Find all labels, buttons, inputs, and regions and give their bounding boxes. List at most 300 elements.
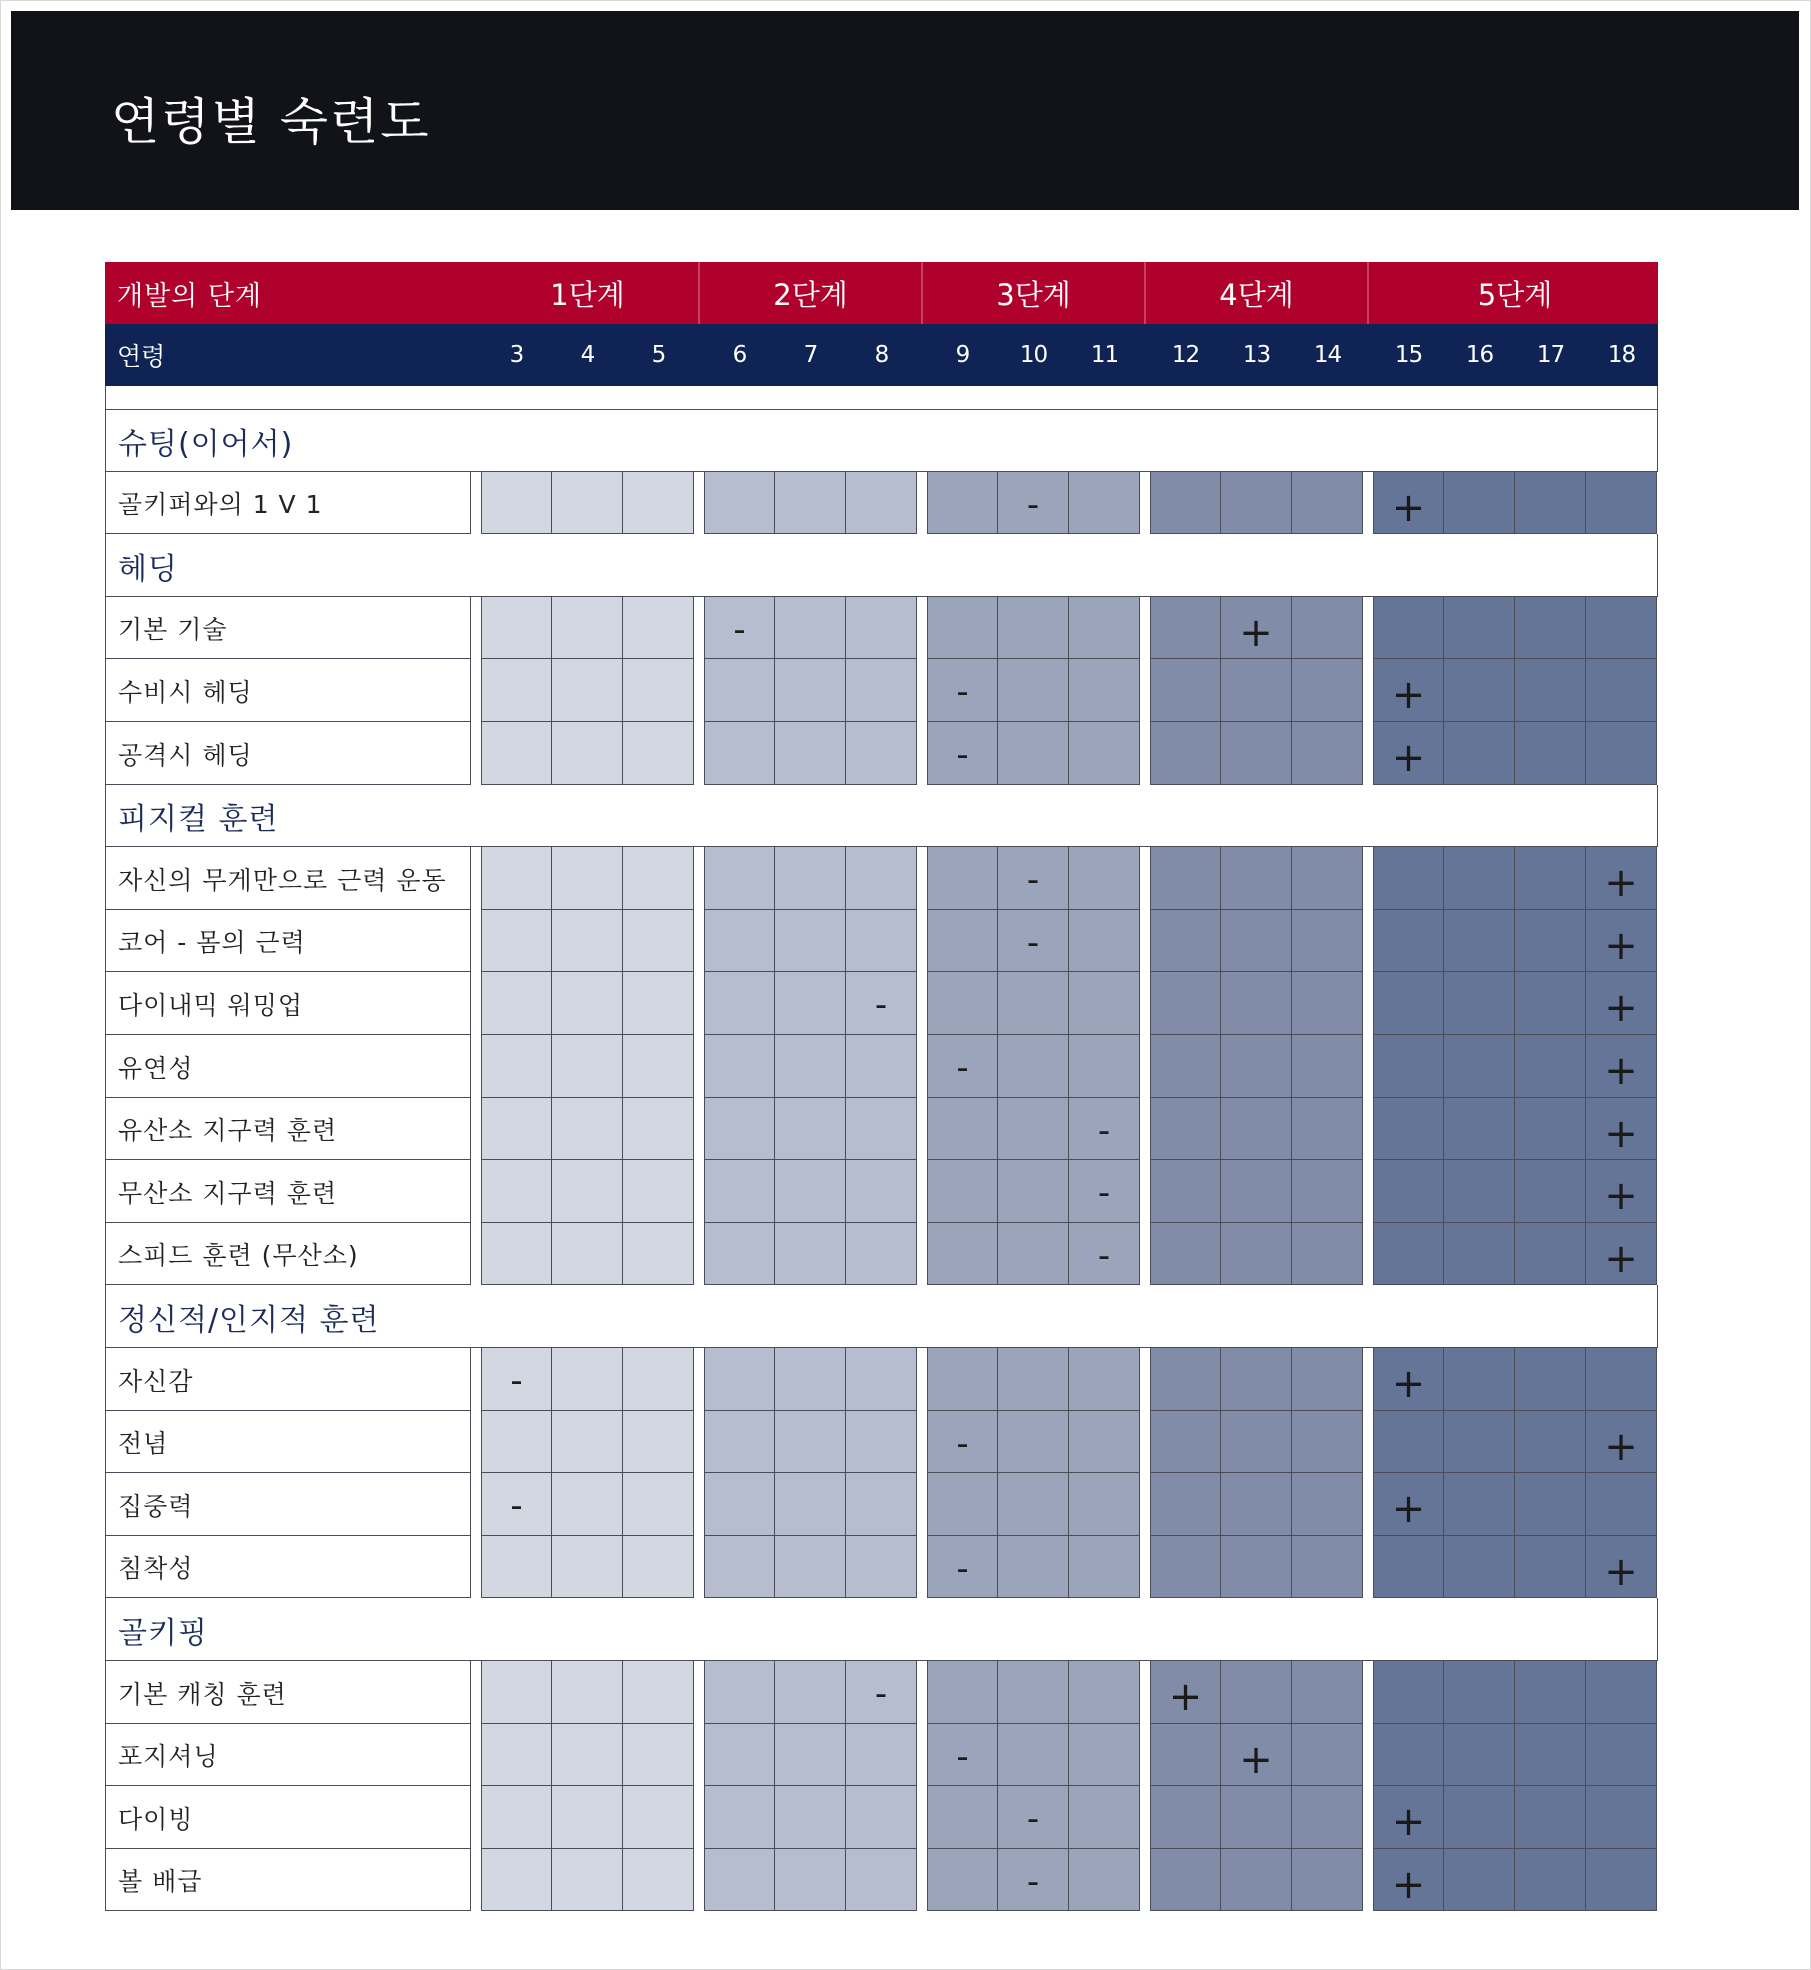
grid-cell — [998, 722, 1069, 785]
grid-cell — [1221, 1724, 1292, 1786]
grid-cell — [623, 1849, 694, 1911]
grid-cell — [775, 1849, 846, 1911]
age-label: 11 — [1090, 342, 1119, 368]
plus-mark: + — [1604, 1110, 1638, 1157]
grid-cell — [846, 1536, 917, 1598]
grid-cell — [1221, 1098, 1292, 1160]
grid-cell — [1069, 659, 1140, 722]
grid-cell — [927, 597, 998, 659]
grid-cell — [1221, 1661, 1292, 1724]
age-label: 14 — [1313, 342, 1342, 368]
grid-cell — [1221, 659, 1292, 722]
age-label: 10 — [1019, 342, 1048, 368]
grid-cell — [998, 1536, 1069, 1598]
grid-cell — [846, 910, 917, 972]
age-label: 12 — [1171, 342, 1200, 368]
grid-cell — [552, 1348, 623, 1411]
age-label: 16 — [1465, 342, 1494, 368]
grid-cell — [623, 597, 694, 659]
grid-cell — [1444, 1348, 1515, 1411]
grid-cell — [998, 472, 1069, 534]
spacer-row — [1657, 386, 1658, 409]
grid-cell — [623, 1035, 694, 1098]
grid-cell — [704, 1473, 775, 1536]
plus-mark: + — [1239, 1736, 1273, 1783]
item-label: 수비시 헤딩 — [118, 677, 253, 707]
grid-cell — [552, 972, 623, 1035]
grid-cell — [775, 1411, 846, 1473]
grid-cell — [775, 972, 846, 1035]
grid-cell — [927, 1724, 998, 1786]
grid-cell — [1150, 972, 1221, 1035]
grid-cell — [552, 1473, 623, 1536]
grid-cell — [1586, 1849, 1657, 1911]
grid-cell — [1444, 1223, 1515, 1285]
grid-cell — [481, 1223, 552, 1285]
minus-mark: - — [1026, 860, 1040, 900]
grid-cell — [1292, 1536, 1363, 1598]
grid-cell — [1069, 597, 1140, 659]
grid-cell — [623, 1098, 694, 1160]
plus-mark: + — [1239, 609, 1273, 656]
grid-cell — [1515, 1160, 1586, 1223]
grid-cell — [623, 472, 694, 534]
grid-cell — [927, 847, 998, 910]
grid-cell — [1150, 1849, 1221, 1911]
grid-cell — [481, 847, 552, 910]
category-heading: 슈팅(이어서) — [118, 426, 294, 462]
grid-cell — [775, 1473, 846, 1536]
grid-cell — [1292, 910, 1363, 972]
grid-cell — [1373, 1035, 1444, 1098]
grid-cell — [1292, 722, 1363, 785]
item-label: 유산소 지구력 훈련 — [118, 1116, 338, 1145]
grid-cell — [623, 1348, 694, 1411]
grid-cell — [552, 472, 623, 534]
grid-cell — [1586, 1536, 1657, 1598]
plus-mark: + — [1391, 1799, 1426, 1845]
page-title: 연령별 숙련도 — [111, 93, 431, 151]
plus-mark: + — [1604, 1548, 1638, 1595]
grid-cell — [775, 1348, 846, 1411]
grid-cell — [1515, 1411, 1586, 1473]
grid-cell — [1150, 1223, 1221, 1285]
grid-cell — [481, 1786, 552, 1849]
grid-cell — [846, 472, 917, 534]
item-label: 볼 배급 — [118, 1867, 203, 1896]
grid-cell — [1586, 597, 1657, 659]
plus-mark: + — [1391, 1361, 1426, 1407]
stage-label: 1단계 — [550, 277, 625, 312]
grid-cell — [552, 1724, 623, 1786]
grid-cell — [1586, 1786, 1657, 1849]
grid-cell — [927, 1849, 998, 1911]
grid-cell — [927, 1411, 998, 1473]
grid-cell — [1292, 472, 1363, 534]
grid-cell — [1069, 847, 1140, 910]
grid-cell — [1586, 847, 1657, 910]
grid-cell — [481, 1661, 552, 1724]
grid-cell — [998, 1348, 1069, 1411]
grid-cell — [1069, 972, 1140, 1035]
grid-cell — [1444, 472, 1515, 534]
grid-cell — [1444, 597, 1515, 659]
grid-cell — [552, 1849, 623, 1911]
grid-cell — [1444, 1661, 1515, 1724]
grid-cell — [1373, 1098, 1444, 1160]
minus-mark: - — [1026, 922, 1040, 963]
grid-cell — [1515, 1348, 1586, 1411]
grid-cell — [704, 847, 775, 910]
grid-cell — [1292, 1849, 1363, 1911]
item-label: 집중력 — [118, 1491, 194, 1521]
grid-cell — [1373, 1411, 1444, 1473]
minus-mark: - — [1097, 1110, 1111, 1151]
grid-cell — [623, 972, 694, 1035]
grid-cell — [704, 722, 775, 785]
age-label: 3 — [509, 342, 524, 368]
grid-cell — [623, 847, 694, 910]
grid-cell — [1150, 722, 1221, 785]
grid-cell — [1373, 1223, 1444, 1285]
category-heading: 피지컬 훈련 — [118, 802, 279, 837]
grid-cell — [704, 597, 775, 659]
grid-cell — [481, 1098, 552, 1160]
minus-mark: - — [956, 735, 969, 775]
grid-cell — [1069, 1348, 1140, 1411]
grid-cell — [1586, 1411, 1657, 1473]
grid-cell — [927, 1661, 998, 1724]
grid-cell — [846, 1786, 917, 1849]
minus-mark: - — [874, 985, 888, 1025]
grid-cell — [1221, 1411, 1292, 1473]
grid-cell — [1515, 1098, 1586, 1160]
grid-cell — [1150, 1536, 1221, 1598]
grid-cell — [846, 1223, 917, 1285]
item-label: 스피드 훈련 (무산소) — [118, 1241, 359, 1270]
grid-cell — [1221, 1786, 1292, 1849]
grid-cell — [1150, 1348, 1221, 1411]
grid-cell — [704, 1661, 775, 1724]
grid-cell — [846, 1724, 917, 1786]
grid-cell — [1444, 910, 1515, 972]
minus-mark: - — [1026, 1861, 1040, 1902]
item-label: 다이내믹 워밍업 — [118, 990, 303, 1020]
item-label: 다이빙 — [118, 1804, 194, 1834]
grid-cell — [1373, 910, 1444, 972]
grid-cell — [1515, 972, 1586, 1035]
grid-cell — [1373, 659, 1444, 722]
grid-cell — [1292, 597, 1363, 659]
grid-cell — [1069, 1849, 1140, 1911]
grid-cell — [1069, 1536, 1140, 1598]
grid-cell — [1586, 910, 1657, 972]
age-label: 13 — [1242, 342, 1271, 368]
plus-mark: + — [1391, 1486, 1426, 1532]
grid-cell — [1150, 1411, 1221, 1473]
category-heading: 헤딩 — [118, 551, 178, 587]
grid-cell — [1150, 659, 1221, 722]
minus-mark: - — [1026, 1799, 1040, 1839]
grid-cell — [775, 1098, 846, 1160]
grid-cell — [1515, 1473, 1586, 1536]
grid-cell — [704, 1223, 775, 1285]
grid-cell — [775, 472, 846, 534]
age-label: 9 — [955, 342, 970, 368]
grid-cell — [1586, 1098, 1657, 1160]
grid-cell — [481, 659, 552, 722]
grid-cell — [1515, 659, 1586, 722]
grid-cell — [927, 1035, 998, 1098]
grid-cell — [1221, 847, 1292, 910]
grid-cell — [1292, 1160, 1363, 1223]
grid-cell — [1373, 1724, 1444, 1786]
grid-cell — [846, 1661, 917, 1724]
grid-cell — [775, 1724, 846, 1786]
grid-cell — [1069, 1411, 1140, 1473]
minus-mark: - — [956, 1423, 969, 1464]
plus-mark: + — [1391, 1861, 1426, 1908]
grid-cell — [1221, 1473, 1292, 1536]
grid-cell — [1150, 910, 1221, 972]
item-label: 유연성 — [118, 1053, 194, 1083]
grid-cell — [552, 1035, 623, 1098]
grid-cell — [481, 472, 552, 534]
grid-cell — [1444, 972, 1515, 1035]
grid-cell — [623, 1160, 694, 1223]
grid-cell — [552, 1786, 623, 1849]
age-label: 18 — [1607, 342, 1636, 368]
grid-cell — [846, 1411, 917, 1473]
item-label: 무산소 지구력 훈련 — [118, 1178, 338, 1208]
grid-cell — [552, 1536, 623, 1598]
grid-cell — [1221, 597, 1292, 659]
grid-cell — [552, 722, 623, 785]
grid-cell — [552, 659, 623, 722]
grid-cell — [927, 1536, 998, 1598]
grid-cell — [1221, 910, 1292, 972]
grid-cell — [704, 1786, 775, 1849]
grid-cell — [846, 1473, 917, 1536]
grid-cell — [704, 1536, 775, 1598]
grid-cell — [927, 1348, 998, 1411]
grid-cell — [1586, 659, 1657, 722]
grid-cell — [1586, 972, 1657, 1035]
grid-cell — [775, 659, 846, 722]
grid-cell — [481, 1411, 552, 1473]
grid-cell — [1373, 1160, 1444, 1223]
grid-cell — [775, 1661, 846, 1724]
grid-cell — [775, 722, 846, 785]
stage-label: 2단계 — [773, 277, 848, 312]
grid-cell — [1150, 1035, 1221, 1098]
grid-cell — [704, 1098, 775, 1160]
grid-cell — [704, 1160, 775, 1223]
age-label: 7 — [803, 342, 818, 368]
grid-cell — [1292, 1786, 1363, 1849]
grid-cell — [1515, 1536, 1586, 1598]
plus-mark: + — [1604, 922, 1638, 969]
grid-cell — [1292, 1661, 1363, 1724]
item-label: 포지셔닝 — [118, 1742, 219, 1771]
grid-cell — [1373, 1849, 1444, 1911]
grid-cell — [704, 1724, 775, 1786]
grid-cell — [1444, 659, 1515, 722]
stage-header-label: 개발의 단계 — [117, 280, 262, 312]
grid-cell — [552, 910, 623, 972]
grid-cell — [1150, 1160, 1221, 1223]
grid-cell — [481, 1536, 552, 1598]
grid-cell — [1292, 1724, 1363, 1786]
stage-label: 5단계 — [1477, 277, 1553, 312]
grid-cell — [1586, 722, 1657, 785]
grid-cell — [704, 1348, 775, 1411]
grid-cell — [481, 1724, 552, 1786]
grid-cell — [1292, 1223, 1363, 1285]
grid-cell — [1150, 1786, 1221, 1849]
grid-cell — [927, 1098, 998, 1160]
plus-mark: + — [1391, 484, 1426, 531]
category-heading: 골키핑 — [118, 1615, 208, 1651]
grid-cell — [1221, 972, 1292, 1035]
grid-cell — [1221, 722, 1292, 785]
grid-cell — [1069, 1473, 1140, 1536]
grid-cell — [998, 1098, 1069, 1160]
grid-cell — [998, 972, 1069, 1035]
grid-cell — [1221, 1849, 1292, 1911]
plus-mark: + — [1391, 672, 1426, 718]
grid-cell — [552, 1223, 623, 1285]
item-label: 자신의 무게만으로 근력 운동 — [118, 865, 447, 895]
grid-cell — [623, 1411, 694, 1473]
plus-mark: + — [1604, 1048, 1638, 1094]
grid-cell — [1444, 1473, 1515, 1536]
age-header-label: 연령 — [117, 342, 166, 371]
grid-cell — [1373, 847, 1444, 910]
minus-mark: - — [1097, 1235, 1111, 1276]
grid-cell — [775, 597, 846, 659]
grid-cell — [1515, 472, 1586, 534]
grid-cell — [1586, 1473, 1657, 1536]
grid-cell — [846, 1098, 917, 1160]
grid-cell — [1586, 1223, 1657, 1285]
grid-cell — [1150, 597, 1221, 659]
grid-cell — [927, 472, 998, 534]
grid-cell — [846, 597, 917, 659]
grid-cell — [846, 722, 917, 785]
grid-cell — [1069, 910, 1140, 972]
grid-cell — [1292, 1348, 1363, 1411]
grid-cell — [1292, 1411, 1363, 1473]
grid-cell — [927, 659, 998, 722]
grid-cell — [1515, 597, 1586, 659]
grid-cell — [998, 659, 1069, 722]
plus-mark: + — [1604, 1173, 1638, 1219]
grid-cell — [1373, 1786, 1444, 1849]
minus-mark: - — [510, 1361, 523, 1401]
grid-cell — [1069, 722, 1140, 785]
grid-cell — [1515, 847, 1586, 910]
grid-cell — [481, 1035, 552, 1098]
grid-cell — [1069, 1035, 1140, 1098]
grid-cell — [552, 1661, 623, 1724]
age-label: 6 — [732, 342, 747, 368]
grid-cell — [927, 1473, 998, 1536]
category-heading: 정신적/인지적 훈련 — [118, 1302, 380, 1338]
grid-cell — [927, 972, 998, 1035]
grid-cell — [998, 1223, 1069, 1285]
item-label: 자신감 — [118, 1366, 194, 1396]
grid-cell — [704, 1849, 775, 1911]
grid-cell — [998, 1724, 1069, 1786]
grid-cell — [998, 1661, 1069, 1724]
grid-cell — [1292, 1473, 1363, 1536]
grid-cell — [552, 1160, 623, 1223]
grid-cell — [846, 1348, 917, 1411]
grid-cell — [775, 1160, 846, 1223]
grid-cell — [623, 722, 694, 785]
grid-cell — [1373, 1661, 1444, 1724]
grid-cell — [704, 910, 775, 972]
grid-cell — [1150, 472, 1221, 534]
grid-cell — [623, 1661, 694, 1724]
age-label: 15 — [1394, 342, 1423, 368]
grid-cell — [481, 910, 552, 972]
grid-cell — [1586, 1348, 1657, 1411]
minus-mark: - — [956, 1548, 969, 1589]
grid-cell — [1515, 1661, 1586, 1724]
grid-cell — [1292, 659, 1363, 722]
header-separator — [1367, 262, 1369, 324]
grid-cell — [481, 972, 552, 1035]
grid-cell — [927, 722, 998, 785]
grid-cell — [481, 1160, 552, 1223]
grid-cell — [1586, 1724, 1657, 1786]
grid-cell — [704, 659, 775, 722]
grid-cell — [998, 1035, 1069, 1098]
item-label: 침착성 — [118, 1554, 194, 1583]
grid-cell — [998, 1849, 1069, 1911]
grid-cell — [1292, 1035, 1363, 1098]
grid-cell — [1373, 1536, 1444, 1598]
grid-cell — [1444, 847, 1515, 910]
grid-cell — [1221, 1536, 1292, 1598]
grid-cell — [775, 1786, 846, 1849]
item-label: 공격시 헤딩 — [118, 740, 253, 770]
item-label: 기본 캐칭 훈련 — [118, 1679, 287, 1709]
grid-cell — [1221, 472, 1292, 534]
grid-cell — [704, 1035, 775, 1098]
grid-cell — [998, 597, 1069, 659]
grid-cell — [998, 1160, 1069, 1223]
item-label: 기본 기술 — [118, 615, 228, 644]
grid-cell — [1515, 1724, 1586, 1786]
grid-cell — [998, 1411, 1069, 1473]
minus-mark: - — [1026, 484, 1040, 525]
grid-cell — [1515, 1849, 1586, 1911]
grid-cell — [1444, 1786, 1515, 1849]
grid-cell — [1069, 1098, 1140, 1160]
grid-cell — [1373, 597, 1444, 659]
grid-cell — [481, 722, 552, 785]
grid-cell — [623, 1786, 694, 1849]
age-label: 4 — [580, 342, 595, 368]
grid-cell — [552, 847, 623, 910]
minus-mark: - — [874, 1674, 888, 1714]
grid-cell — [1444, 1160, 1515, 1223]
grid-cell — [1069, 1661, 1140, 1724]
grid-cell — [623, 659, 694, 722]
